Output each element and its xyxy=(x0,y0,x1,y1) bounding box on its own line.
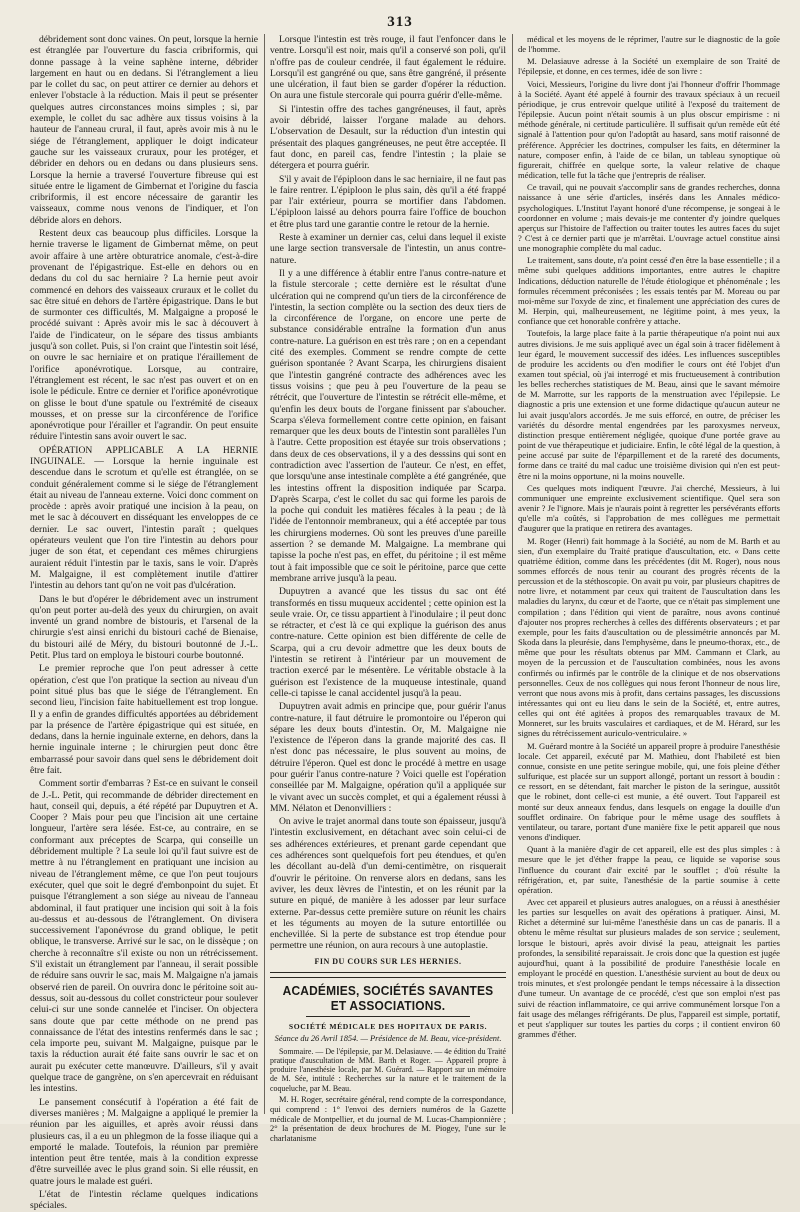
session-line: Séance du 26 Avril 1854. — Présidence de M. Beau, vice-président. xyxy=(274,1033,502,1043)
column-1-paragraph: débridement sont donc vaines. On peut, lorsque la hernie est étranglée par l'ouverture du fascia cribriformis, qui donne passage à la veine saphène interne, débrider largement en haut ou en dedans. Si l'étranglement a lieu par le collet du sac, on peut attirer ce dernier au dehors et enlever l'obstacle à la réduction. Mais il peut se présenter quelques autres circonstances moins simples ; si, par exemple, le collet du sac adhère aux tissus voisins à la hauteur de l'anneau crural, il faut, après avoir mis à nu le siége de l'étranglement, appliquer le doigt indicateur gauche sur les vaisseaux cruraux, pour les protéger, et débrider en dehors ou en dedans ou dans plusieurs sens. Lorsque la hernie a traversé l'ouverture fibreuse qui est située entre le ligament de Gimbernat et l'origine du fascia cribriformis, il est encore nécessaire de garantir les vaisseaux, comme nous venons de l'indiquer, et l'on débride alors en dehors. xyxy=(30,34,258,226)
column-3-paragraph: Toutefois, la large place faite à la partie thérapeutique n'a point nui aux autres divisions. Je me suis appliqué avec un égal soin à tracer fidèlement à leur égard, le mouvement successif des idées. Les influences susceptibles de produire les accidents ou d'en modifier le cours ont été l'objet d'un examen tout spécial, où j'ai interrogé et mis fructueusement à contribution les belles recherches statistiques de M. Beau, ainsi que le savant mémoire de M. Marrotte, sur les rapports de la menstruation avec l'épilepsie. Le diagnostic a pris une extension et une forme didactique qu'aucun auteur ne lui avait jusqu'alors accordés. Je me suis efforcé, en outre, de préciser les variétés du désordre mental engendrées par les paroxysmes nerveux, distinction presque entièrement négligée, quoique d'une portée grave au point de vue thérapeutique et judiciaire. Enfin, le côté légal de la question, à peine accusé par suite de l'éparpillement et de la rareté des documents, forme dans ce traité du mal caduc une troisième division qui n'en est peut-être ni la moins opportune, ni la moins nouvelle. xyxy=(518,328,780,481)
column-2-paragraph: Si l'intestin offre des taches gangréneuses, il faut, après avoir débridé, laisser l'organe malade au dehors. L'observation de Desault, sur la réduction d'un intestin qui présentait des plaques gangréneuses, ne peut être acceptée. Il faut donc, en pareil cas, fendre l'intestin ; la plaie se détergera et pourra guérir. xyxy=(270,103,506,172)
column-3-paragraph: Quant à la manière d'agir de cet appareil, elle est des plus simples : à mesure que le jet d'éther frappe la peau, ce liquide se vaporise sous l'influence du courant d'air excité par le soufflet ; d'où résulte la réfrigération, et, par suite, l'anesthésie de la partie soumise à cette opération. xyxy=(518,844,780,895)
column-3-paragraph: Ces quelques mots indiquent l'œuvre. J'ai cherché, Messieurs, à lui communiquer une empreinte exclusivement scientifique. Quel sera son avenir ? Je l'ignore. Mais je n'aurais point à regretter les persévérants efforts qu'elle m'a coûtés, si l'approbation de mes collègues me permettait d'augurer que la pratique en retirera des avantages. xyxy=(518,482,780,534)
section-divider xyxy=(270,972,506,978)
column-2-paragraph: M. H. Roger, secrétaire général, rend compte de la correspondance, qui comprend : 1° l'envoi des derniers numéros de la Gazette médicale de Montpellier, et du journal de M. Lucas-Championnière ; 2° la présentation de deux brochures de M. Piogey, l'une sur le charlatanisme xyxy=(270,1094,506,1144)
column-1-paragraph: OPÉRATION APPLICABLE A LA HERNIE INGUINALE. — Lorsque la hernie inguinale est descendue dans le scrotum et qu'elle est étranglée, on se conduit généralement comme si le siége de l'étranglement était au niveau de l'anneau externe. Voici donc comment on procède : après avoir pratiqué une incision à la peau, on met le sac à découvert en disséquant les enveloppes de ce dernier. Le sac ouvert, l'intestin paraît ; quelques opérateurs veulent que l'on tire l'intestin au dehors pour juger de son état, et cependant ces mêmes chirurgiens auraient réduit l'intestin par le taxis, sans le voir. D'après M. Malgaigne, il est complètement inutile d'attirer l'intestin au dehors tant qu'on ne voit pas d'ulcération. xyxy=(30,444,258,592)
column-1-paragraph: Restent deux cas beaucoup plus difficiles. Lorsque la hernie traverse le ligament de Gimbernat même, on peut avoir affaire à une artère obturatrice anomale, c'est-à-dire provenant de l'épigastrique. Est-elle en dehors ou en dedans du col du sac herniaire ? La hernie peut avoir commencé en dehors des vaisseaux cruraux et le collet du sac être situé en dehors de l'artère épigastrique. Dans le but de surmonter ces difficultés, M. Malgaigne a proposé le procédé suivant : Après avoir mis le sac à découvert à l'aide de l'indicateur, on le sépare des tissus ambiants jusqu'à son collet. Puis, si l'on craint que l'intestin soit lésé, on ouvre le sac herniaire et on pratique l'éraillement de l'orifice aponévrotique. Lorsque, au contraire, l'étranglement est récent, le sac n'est pas ouvert et on en isole le pédicule. Entre ce dernier et l'orifice aponévrotique on glisse le bout d'une spatule ou l'extrémité de ciseaux mousses, et on presse sur la circonférence de l'orifice aponévrotique pour l'érailler et l'agrandir. On peut ensuite réduire l'intestin sans avoir ouvert le sac. xyxy=(30,228,258,443)
column-2-paragraph: S'il y avait de l'épiploon dans le sac herniaire, il ne faut pas le faire rentrer. L'épiploon le plus sain, dès qu'il a été frappé par l'air extérieur, pourra se mortifier dans l'abdomen. L'épiploon laissé au dehors pourra faire l'office de bouchon et être plus tard une garantie contre le retour de la hernie. xyxy=(270,173,506,230)
column-1-paragraph: Le pansement consécutif à l'opération a été fait de diverses manières ; M. Malgaigne a appliqué le premier la réunion par les aiguilles, et après avoir réussi dans plusieurs cas, il a eu un phlegmon de la fosse iliaque qui a emporté le malade. Toutefois, la réunion par première intention peut être tentée, mais à la condition expresse d'être surveillée avec le plus grand soin. Si elle réussit, en quatre jours le malade est guéri. xyxy=(30,1096,258,1187)
column-2-paragraph: Dupuytren a avancé que les tissus du sac ont été transformés en tissu muqueux accidentel ; cette opinion est la seule vraie. Or, ce tissu appartient à l'inodulaire ; il peut donc se rétracter, et c'est là ce qui explique la guérison des anus contre-nature. Cette opinion est bien différente de celle de Scarpa, qui a cru devoir admettre que les deux bouts de l'intestin se retirent à l'intérieur par un mouvement de traction exercé par le mésentère. Le véritable obstacle à la guérison est l'existence de la muqueuse intestinale, quand celle-ci tapisse le canal accidentel jusqu'à la peau. xyxy=(270,586,506,699)
column-1-paragraph: L'état de l'intestin réclame quelques indications spéciales. xyxy=(30,1188,258,1212)
section-end-note: FIN DU COURS SUR LES HERNIES. xyxy=(314,956,462,966)
column-2 xyxy=(270,34,507,1144)
column-1-paragraph: Comment sortir d'embarras ? Est-ce en suivant le conseil de J.-L. Petit, qui recommande de débrider directement en haut, conseil qui, depuis, a été répété par Dupuytren et A. Cooper ? Mais pour peu que l'incision ait une certaine longueur, l'artère sera lésée. Est-ce, au contraire, en se conformant aux préceptes de Scarpa, qui conseille un débridement multiple ? La seule loi qu'il faut suivre est de mettre à nu l'étranglement en pratiquant une incision au niveau de l'étranglement même, ce que l'on peut toujours exécuter, quel que soit le degré d'embonpoint du sujet. Et puisque l'étranglement a son siége au niveau de l'anneau abdominal, il faut pratiquer une incision qui soit à la fois au-dessus et au-dessous de l'étranglement. On divisera successivement l'aponévrose du grand oblique, le petit oblique, le transverse. Arrivé sur le sac, on le dissèque ; on cherche à reconnaître s'il existe ou non un rétrécissement. S'il existait un étranglement par l'anneau, il serait possible de réduire sans ouvrir le sac, mais M. Malgaigne n'a jamais observé rien de pareil. On ouvrira donc le péritoine soit au-dessus, soit au-dessous du collet constricteur pour soulever celui-ci sur une sonde cannelée et l'inciser. On objectera sans doute que par cette méthode on ne prend pas connaissance de l'état des intestins renfermés dans le sac ; cela importe peu, suivant M. Malgaigne, puisque par le taxis la réduction aurait été faite sans ouvrir le sac et on aurait pu exécuter cette manœuvre. D'ailleurs, s'il y avait quelque trace de gangrène, on s'en apercevrait en réduisant les intestins. xyxy=(30,778,258,1095)
column-2-bottom xyxy=(270,1047,506,1145)
column-3-paragraph: Voici, Messieurs, l'origine du livre dont j'ai l'honneur d'offrir l'hommage à la Société. Ayant été appelé à fournir des travaux spéciaux à un recueil périodique, je crus entrevoir quelque utilité à l'exposé du traitement de l'épilepsie. Aucun point n'était soumis à un plus obscur empirisme : ni méthode générale, ni certitude particulière. Il suffisait qu'un remède eût été signalé à l'attention pour qu'on l'adoptât au hasard, sans motif raisonné de préférence. Apprécier les doctrines, compulser les faits, en déterminer la nature, composer enfin, à l'aide de ce bilan, un tableau synoptique où figurerait, chiffrée en quelque sorte, la valeur relative de chaque médication, telle fut la tâche que j'entrepris de réaliser. xyxy=(518,78,780,181)
page-number: 313 xyxy=(387,14,413,30)
column-2-paragraph: Lorsque l'intestin est très rouge, il faut l'enfoncer dans le ventre. Lorsqu'il est noir, mais qu'il a conservé son poli, qu'il n'offre pas de couleur cendrée, il faut également le réduire. Lorsqu'il est gangréné ou que, sans être gangréné, il présente une ulcération, il faut bien se garder d'opérer la réduction. On aura une fistule stercorale qui pourra guérir d'elle-même. xyxy=(270,34,506,102)
column-3-paragraph: Ce travail, qui ne pouvait s'accomplir sans de grandes recherches, donna naissance à une série d'articles, insérés dans les Annales médico-psychologiques. L'Institut l'ayant honoré d'une récompense, je songeai à le coordonner en volume ; mais devais-je me contenter d'y joindre quelques aperçus sur l'histoire de l'affection ou traiter toutes les autres faces du sujet ? C'est à ce dernier parti que je m'arrêtai. L'ouvrage actuel constitue ainsi une monographie complète du mal caduc. xyxy=(518,182,780,254)
column-3-paragraph: M. Roger (Henri) fait hommage à la Société, au nom de M. Barth et au sien, d'un exemplaire du Traité pratique d'auscultation, etc. « Dans cette quatrième édition, comme dans les précédentes (dit M. Roger), nous nous sommes efforcés de nous tenir au courant des progrès récents de la percussion et de la stéthoscopie. On avait pu voir, par plusieurs chapitres de notre livre, et notamment par ceux qui traitent de l'auscultation dans les maladies du larynx, du cœur et de l'aorte, que ce n'était pas simplement une compilation ; dans l'édition qui vient de paraître, nous avons continué d'ajouter nos propres recherches à celles des différents observateurs ; et par exemple, pour les faits d'auscultation ou de plessimétrie annoncés par M. Skoda dans la pleurésie, dans l'emphysème, dans le pneumo-thorax, etc., de même que pour les résultats obtenus par MM. Cammann et Clark, au moyen de la percussion et de l'auscultation combinées, nous les avons confirmés ou infirmés par le contrôle de la clinique et de nos observations personnelles. Ceux de nos collègues qui nous feront l'honneur de nous lire, verront que nous avons mis à profit, dans certains passages, les discussions intéressantes qui ont eu lieu dans le sein de la Société, et, entre autres, celles qui ont été agitées à propos des remarquables travaux de M. Monneret, sur les bruits vasculaires et cardiaques, et de M. Hérard, sur les signes du rétrécissement auriculo-ventriculaire. » xyxy=(518,535,780,739)
column-3-paragraph: médical et les moyens de le réprimer, l'autre sur le diagnostic de la goîe de l'homme. xyxy=(518,34,780,55)
column-3-paragraph: Avec cet appareil et plusieurs autres analogues, on a réussi à anesthésier les parties sur lesquelles on avait des opérations à pratiquer. Ainsi, M. Richet a déterminé sur lui-même l'anesthésie dans un cas de panaris. Il a obtenu le même résultat sur plusieurs malades de son service ; seulement, lorsque le bistouri, après avoir divisé la peau, atteignait les parties profondes, la sensibilité reparaissait. Je crois donc que la question est jugée aujourd'hui, quant à la possibilité de produire l'anesthésie locale en employant le procédé en question. L'anesthésie survient au bout de deux ou trois minutes, et s'est prolongée pendant le temps nécessaire à la dissection d'une tumeur. Un avantage de ce procédé, c'est que son emploi n'est pas suivi de réaction inflammatoire, ce qui arrive communément lorsque l'on a fait usage des mélanges réfrigérants. De plus, l'appareil est simple, portatif, et peut s'appliquer sur toutes les parties du corps ; il contient environ 60 grammes d'éther. xyxy=(518,896,780,1039)
column-2-paragraph: On avive le trajet anormal dans toute son épaisseur, jusqu'à l'intestin exclusivement, en détachant avec soin celui-ci de ses adhérences extérieures, et prenant garde cependant que ces adhérences sont quelquefois fort peu étendues, et qu'en les décollant au-delà d'un demi-centimètre, on risquerait d'ouvrir le péritoine. On renverse alors en dedans, sans les aviver, les deux lèvres de l'intestin, et on les réunit par la suture en piqué, de manière à les adosser par leur surface externe. Par-dessus cette première suture on réunit les chairs et les téguments au moyen de la suture entortillée ou enchevillée. Si la perte de substance est trop étendue pour permettre une réunion, on aura recours à une autoplastie. xyxy=(270,816,506,952)
column-1-paragraph: Le premier reproche que l'on peut adresser à cette opération, c'est que l'on pratique la section au niveau d'un point situé plus bas que le siége de l'étranglement. En second lieu, l'incision faite habituellement est trop longue. Il y a enfin de grandes difficultés apportées au débridement par la présence de l'artère épigastrique qui est située, en dedans, dans la hernie inguinale externe, en dehors, dans la hernie inguinale interne ; le chirurgien peut donc être embarrassé pour savoir dans quel sens le débridement doit être fait. xyxy=(30,663,258,776)
column-3 xyxy=(518,34,780,1116)
summary-paragraph: Sommaire. — De l'épilepsie, par M. Delasiauve. — 4e édition du Traité pratique d'auscultation de MM. Barth et Roger. — Appareil propre à produire l'anesthésie locale, par M. Guérard. — Rapport sur un mémoire de M. Sée, intitulé : Recherches sur la nature et le traitement de la coqueluche, par M. Beau. xyxy=(270,1046,506,1093)
column-1-paragraph: Dans le but d'opérer le débridement avec un instrument qu'on peut porter au-delà des yeux du chirurgien, on avait inventé un grand nombre de bistouris, et l'arsenal de la chirurgie s'est ainsi enrichi du bistouri caché de Bienaise, du bistouri ailé de Méry, du bistouri boutonné de J.-L. Petit. Plus tard on employa le bistouri courbe boutonné. xyxy=(30,593,258,662)
heading-rule xyxy=(306,1016,470,1017)
column-3-paragraph: M. Delasiauve adresse à la Société un exemplaire de son Traité de l'épilepsie, et donne, en ces termes, idée de son livre : xyxy=(518,56,780,77)
column-3-paragraph: Le traitement, sans doute, n'a point cessé d'en être la base essentielle ; il a même subi quelques additions importantes, entre autres le chapitre Indications, déduction naturelle de l'étude étiologique et phénoménale ; les formules récemment préconisées ; les essais tentés par M. Moreau ou par moi-même sur l'oxyde de zinc, et finalement une appréciation des cures de M. Herpin, qui, malheureusement, ne légitime point, à mes yeux, la confiance que cet honorable confrère y attache. xyxy=(518,255,780,327)
society-name: SOCIÉTÉ MÉDICALE DES HOPITAUX DE PARIS. xyxy=(288,1021,488,1031)
column-divider-right xyxy=(512,34,513,1114)
column-divider-left xyxy=(264,34,265,1114)
column-2-paragraph: Dupuytren avait admis en principe que, pour guérir l'anus contre-nature, il faut détruire le promontoire ou l'éperon qui sépare les deux bouts d'intestin. Or, M. Malgaigne nie l'existence de l'éperon dans la grande majorité des cas. Il n'est donc pas nécessaire, le plus souvent au moins, de détruire l'éperon. Quel est donc le procédé à mettre en usage pour guérir l'anus contre-nature ? Voici quelle est l'opération conseillée par M. Malgaigne, opération qu'il a appliquée sur le vivant avec un succès complet, et qui a également réussi à MM. Nélaton et Denonvilliers : xyxy=(270,701,506,814)
section-heading: ACADÉMIES, SOCIÉTÉS SAVANTES ET ASSOCIATIONS. xyxy=(282,982,494,1013)
column-1 xyxy=(30,34,258,1212)
column-2-paragraph: Reste à examiner un dernier cas, celui dans lequel il existe une large section transversale de l'intestin, un anus contre-nature. xyxy=(270,232,506,266)
column-2-paragraph: Il y a une différence à établir entre l'anus contre-nature et la fistule stercorale ; cette dernière est le résultat d'une ulcération qui ne comprend qu'un tiers de la circonférence de l'intestin, la section complète ou la section des deux tiers de la circonférence de l'organe, on encore une perte de substance considérable entraîne la formation d'un anus contre-nature. La guérison en est très rare ; on en a cependant cité des exemples. Comment se rendre compte de cette guérison spontanée ? Avant Scarpa, les chirurgiens disaient que l'intestin gangréné contracte des adhérences avec les tissus voisins ; que peu à peu l'ouverture de la peau se rétrécit, que l'ouverture de l'intestin se rétrécit elle-même, et qu'enfin les deux bouts de l'organe finissent par s'aboucher. Scarpa s'éleva formellement contre cette opinion, en faisant remarquer que les deux bouts de l'intestin sont parallèles l'un à l'autre. Cette proposition est étayée sur trois observations ; dans deux de ces observations, il y a des desssins qui sont en contradiction avec l'assertion de l'auteur. Ce n'est, en effet, que lorsqu'une anse intestinale complète a été gangrénée, que les intestins offrent la disposition indiquée par Scarpa. D'après Scarpa, c'est le collet du sac qui forme les parois de la poche qui conduit les matières fécales à la peau ; de là l'idée de l'entonnoir membraneux, qui a été acceptée par tous les chirurgiens modernes. Où sont les preuves d'une pareille assertion ? se demande M. Malgaigne. La membrane qui tapisse la poche n'est pas, en effet, du péritoine ; il est même tout à fait impossible que ce soit le péritoine, parce que cette membrane arrive jusqu'à la peau. xyxy=(270,267,507,584)
column-3-paragraph: M. Guérard montre à la Société un appareil propre à produire l'anesthésie locale. Cet appareil, exécuté par M. Mathieu, dont l'habileté est bien connue, consiste en une petite seringue mobile, qui, une fois pleine d'éther sulfurique, est placée sur un support allongé, portant un ressort à boudin : ce ressort, en se détendant, fait marcher le piston de la seringue, aussitôt que le robinet, dont celle-ci est munie, a été ouvert. Tout l'appareil est monté sur deux anneaux fendus, dans lesquels on engage la douille d'un soufflet ordinaire. On fabrique pour le même usage des soufflets à ventilateur, ou tarare, portant d'une manière fixe le petit appareil que nous venons d'indiquer. xyxy=(518,740,780,843)
